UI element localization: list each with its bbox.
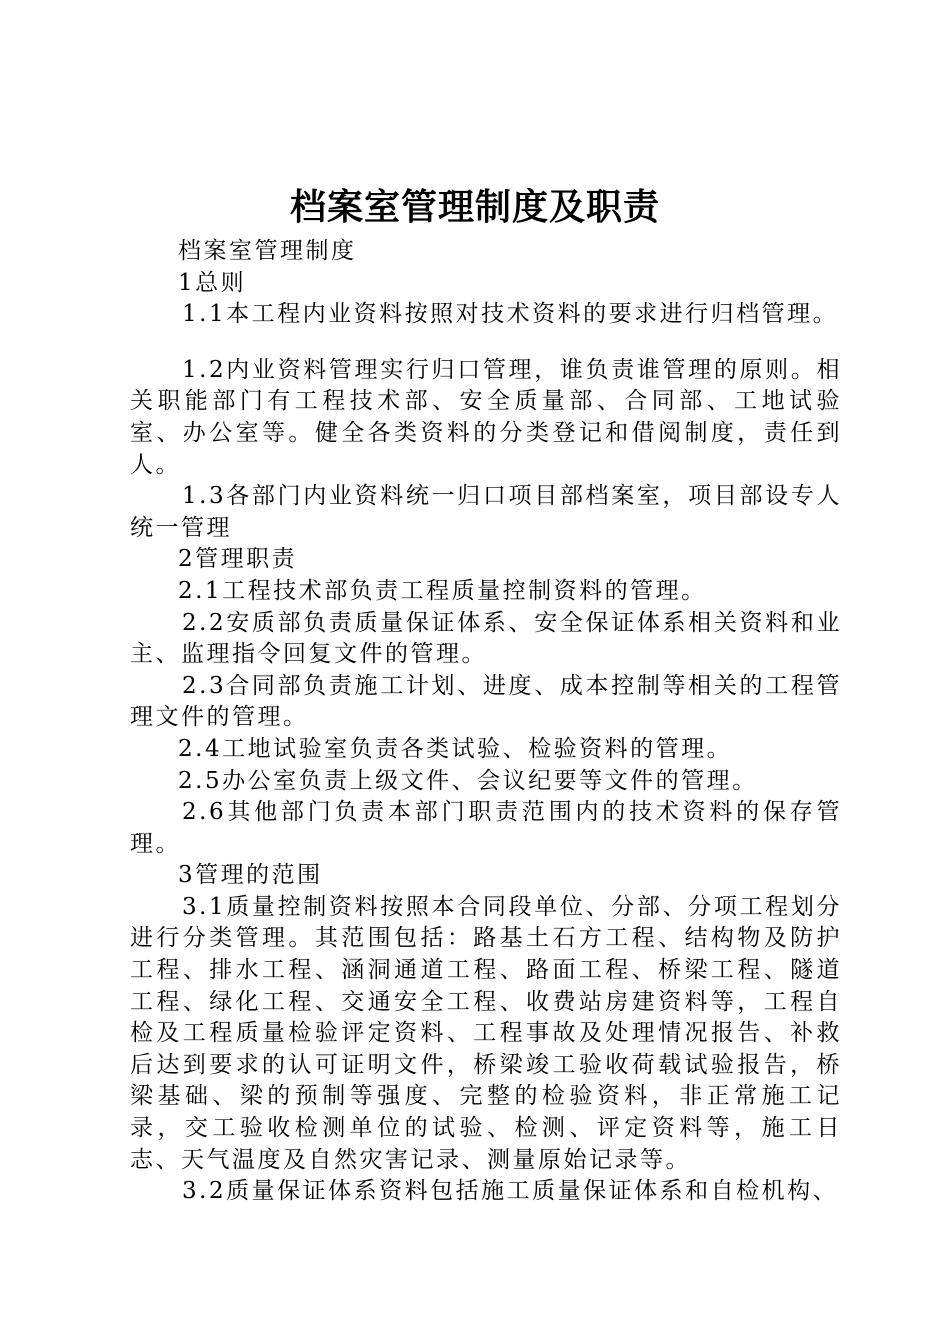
clause-paragraph: 3.2质量保证体系资料包括施工质量保证体系和自检机构、: [182, 1178, 839, 1205]
chapter-heading: 3管理的范围: [178, 862, 323, 889]
clause-paragraph: 2.1工程技术部负责工程质量控制资料的管理。: [178, 577, 707, 604]
clause-paragraph: 2.3合同部负责施工计划、进度、成本控制等相关的工程管理文件的管理。: [130, 672, 842, 731]
chapter-heading: 2管理职责: [178, 546, 298, 573]
clause-paragraph: 1.1本工程内业资料按照对技术资料的要求进行归档管理。: [182, 301, 839, 328]
clause-paragraph: 1.2内业资料管理实行归口管理，谁负责谁管理的原则。相关职能部门有工程技术部、安全质量部、合同部、工地试验室、办公室等。健全各类资料的分类登记和借阅制度，责任到人。: [130, 356, 842, 478]
clause-paragraph: 2.2安质部负责质量保证体系、安全保证体系相关资料和业主、监理指令回复文件的管理。: [130, 609, 842, 668]
clause-paragraph: 2.4工地试验室负责各类试验、检验资料的管理。: [178, 735, 733, 762]
paragraph-gap: [130, 331, 842, 355]
clause-paragraph: 2.6其他部门负责本部门职责范围内的技术资料的保存管理。: [130, 799, 842, 857]
section-heading: 档案室管理制度: [178, 238, 357, 264]
chapter-heading: 1总则: [178, 269, 247, 296]
document-body: [130, 236, 842, 1208]
clause-paragraph: 1.3各部门内业资料统一归口项目部档案室，项目部设专人统一管理: [130, 483, 842, 541]
document-title: 档案室管理制度及职责: [289, 187, 660, 228]
clause-paragraph: 2.5办公室负责上级文件、会议纪要等文件的管理。: [178, 767, 758, 794]
clause-paragraph: 3.1质量控制资料按照本合同段单位、分部、分项工程划分进行分类管理。其范围包括：路基土石方工程、结构物及防护工程、排水工程、涵洞通道工程、路面工程、桥梁工程、隧道工程、绿化工程、交通安全工程、收费站房建资料等，工程自检及工程质量检验评定资料、工程事故及处理情况报告、补救后达到要求的认可证明文件，桥梁竣工验收荷载试验报告，桥梁基础、梁的预制等强度、完整的检验资料，非正常施工记录，交工验收检测单位的试验、检测、评定资料等，施工日志、天气温度及自然灾害记录、测量原始记录等。: [130, 893, 842, 1173]
